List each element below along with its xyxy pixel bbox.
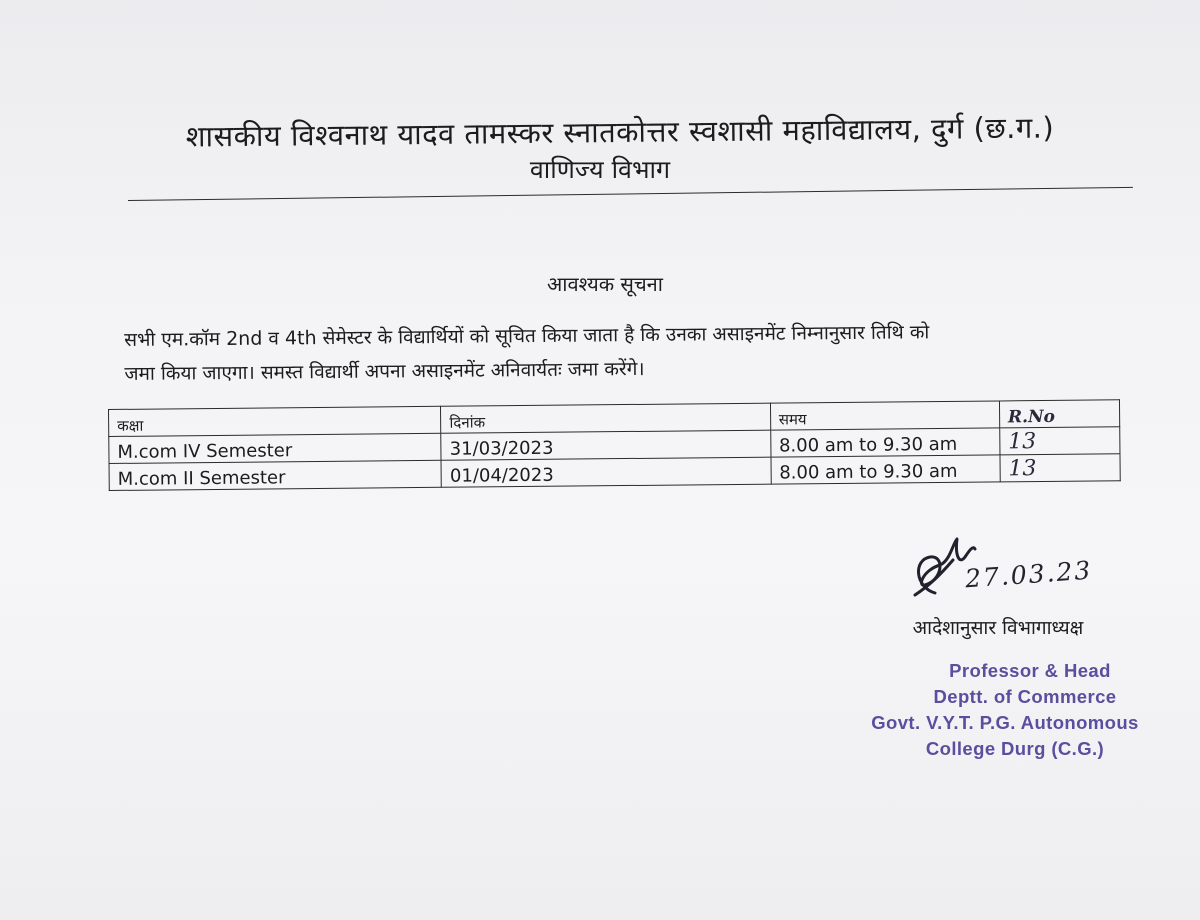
row-room-no: 13 — [1000, 454, 1120, 482]
row-date: 01/04/2023 — [441, 457, 771, 487]
stamp-line-2: Deptt. of Commerce — [933, 686, 1117, 707]
header-room-no: R.No — [999, 400, 1119, 428]
notice-body-line-1: सभी एम.कॉम 2nd व 4th सेमेस्टर के विद्यार्थियों को सूचित किया जाता है कि उनका असाइनमेंट निम्नानुसार तिथि को — [124, 321, 930, 351]
header-time: समय — [770, 401, 999, 430]
stamp-line-1: Professor & Head — [949, 660, 1111, 681]
row-class: M.com II Semester — [109, 460, 442, 490]
row-class: M.com IV Semester — [109, 433, 442, 463]
stamp-line-4: College Durg (C.G.) — [925, 738, 1105, 759]
row-date: 31/03/2023 — [441, 430, 771, 460]
row-room-no: 13 — [1000, 427, 1120, 455]
signature-date: 27.03.23 — [964, 555, 1094, 594]
notice-body — [124, 313, 1115, 391]
college-name-heading: शासकीय विश्वनाथ यादव तामस्कर स्नातकोत्तर स्वशासी महाविद्यालय, दुर्ग (छ.ग.) — [185, 110, 1055, 154]
stamp-line-3: Govt. V.Y.T. P.G. Autonomous — [871, 712, 1139, 733]
notice-title: आवश्यक सूचना — [547, 272, 663, 296]
department-stamp — [850, 658, 1160, 762]
header-divider — [128, 187, 1133, 201]
notice-body-line-2: जमा किया जाएगा। समस्त विद्यार्थी अपना असाइनमेंट अनिवार्यतः जमा करेंगे। — [124, 358, 645, 385]
order-line: आदेशानुसार विभागाध्यक्ष — [912, 617, 1084, 639]
schedule-table — [108, 399, 1121, 491]
header-class: कक्षा — [109, 406, 442, 436]
department-heading: वाणिज्य विभाग — [529, 155, 671, 184]
header-date: दिनांक — [441, 403, 771, 433]
row-time: 8.00 am to 9.30 am — [771, 455, 1000, 484]
row-time: 8.00 am to 9.30 am — [770, 428, 999, 457]
